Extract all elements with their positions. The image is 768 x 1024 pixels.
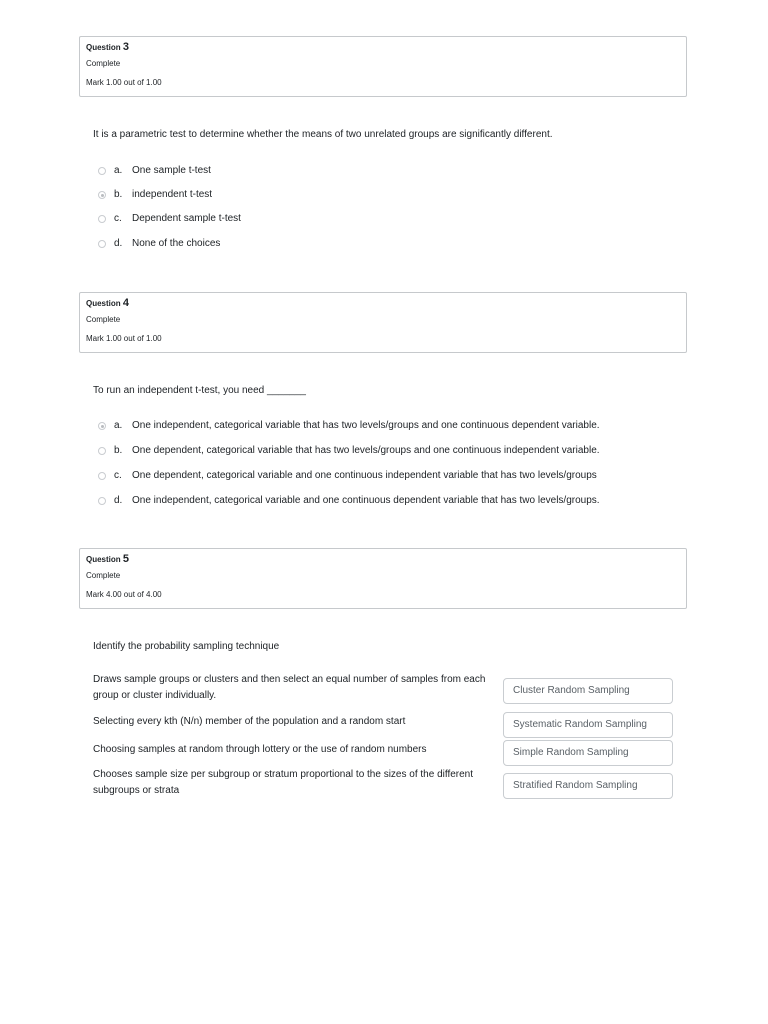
answer-letter: c. <box>114 213 122 224</box>
answer-letter: b. <box>114 445 123 456</box>
question-5-state: Complete <box>86 571 121 580</box>
answer-letter: d. <box>114 495 123 506</box>
answer-letter: c. <box>114 470 122 481</box>
answer-label: One sample t-test <box>132 165 211 176</box>
question-3-info <box>79 36 687 97</box>
radio-button[interactable] <box>98 167 106 175</box>
question-4-answer-a[interactable] <box>98 419 658 433</box>
radio-button[interactable] <box>98 447 106 455</box>
match-answer-select-2[interactable]: Systematic Random Sampling <box>503 712 673 738</box>
question-4-grade: Mark 1.00 out of 1.00 <box>86 334 162 343</box>
question-3-grade: Mark 1.00 out of 1.00 <box>86 78 162 87</box>
match-answer-select-4[interactable]: Stratified Random Sampling <box>503 773 673 799</box>
match-answer-select-3[interactable]: Simple Random Sampling <box>503 740 673 766</box>
question-4-answer-d[interactable] <box>98 494 658 508</box>
radio-button[interactable] <box>98 497 106 505</box>
match-stem-4: Chooses sample size per subgroup or stratum proportional to the sizes of the different subgroups or strata <box>93 769 474 796</box>
question-3-answer-a[interactable] <box>98 164 658 178</box>
radio-button[interactable] <box>98 240 106 248</box>
question-4-answer-c[interactable] <box>98 469 658 483</box>
question-3-answer-c[interactable] <box>98 212 658 226</box>
radio-button-selected[interactable] <box>98 422 106 430</box>
match-stem-2: Selecting every kth (N/n) member of the population and a random start <box>93 716 406 727</box>
match-answer-select-1[interactable]: Cluster Random Sampling <box>503 678 673 704</box>
question-3-text: It is a parametric test to determine whether the means of two unrelated groups are significantly different. <box>93 129 553 140</box>
question-4-number: Question 4 <box>86 297 130 309</box>
match-stem-3: Choosing samples at random through lottery or the use of random numbers <box>93 744 427 755</box>
question-4-answer-b[interactable] <box>98 444 658 458</box>
question-5-grade: Mark 4.00 out of 4.00 <box>86 590 162 599</box>
answer-letter: a. <box>114 420 123 431</box>
question-5-info <box>79 548 687 609</box>
radio-button[interactable] <box>98 215 106 223</box>
question-3-answer-b[interactable] <box>98 188 658 202</box>
question-4-info <box>79 292 687 353</box>
question-5-text: Identify the probability sampling technique <box>93 641 280 652</box>
answer-letter: d. <box>114 238 123 249</box>
question-4-text: To run an independent t-test, you need _______ <box>93 385 306 396</box>
answer-label: independent t-test <box>132 189 213 200</box>
question-4-state: Complete <box>86 315 121 324</box>
match-stem-1: Draws sample groups or clusters and then select an equal number of samples from each group or cluster individually. <box>93 674 486 701</box>
answer-label: One dependent, categorical variable that has two levels/groups and one continuous independent variable. <box>132 445 600 456</box>
radio-button[interactable] <box>98 472 106 480</box>
answer-label: One independent, categorical variable that has two levels/groups and one continuous dependent variable. <box>132 420 600 431</box>
answer-letter: a. <box>114 165 123 176</box>
answer-letter: b. <box>114 189 123 200</box>
answer-label: One independent, categorical variable and one continuous dependent variable that has two levels/groups. <box>132 495 600 506</box>
answer-label: None of the choices <box>132 238 221 249</box>
question-5-number: Question 5 <box>86 553 130 565</box>
question-3-answer-d[interactable] <box>98 237 658 251</box>
answer-label: Dependent sample t-test <box>132 213 241 224</box>
answer-label: One dependent, categorical variable and one continuous independent variable that has two levels/groups <box>132 470 597 481</box>
question-3-number: Question 3 <box>86 41 130 53</box>
radio-button-selected[interactable] <box>98 191 106 199</box>
question-3-state: Complete <box>86 59 121 68</box>
